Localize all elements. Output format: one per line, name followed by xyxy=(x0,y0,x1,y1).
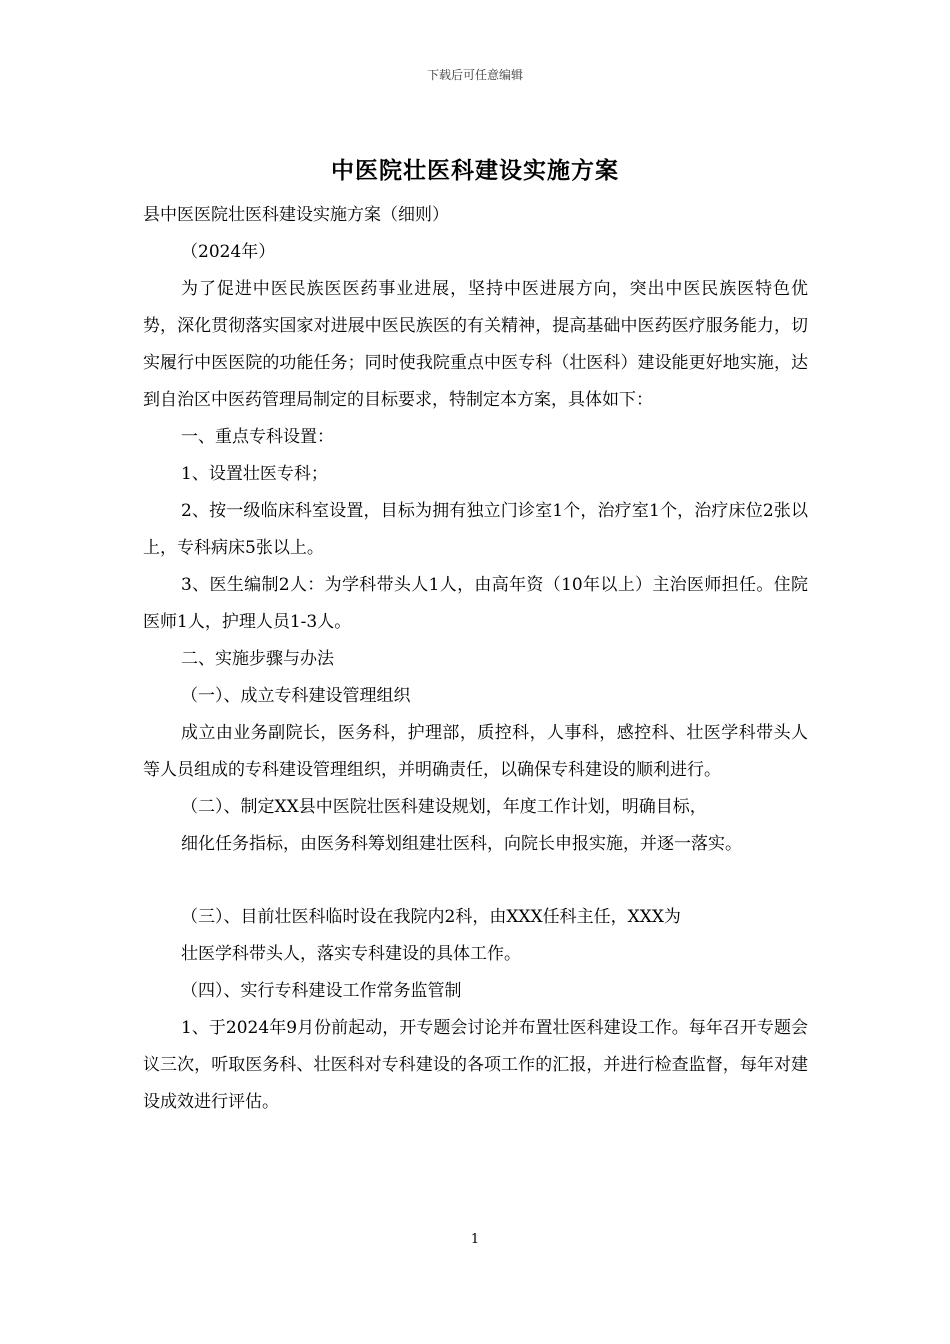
list-item: 2、按一级临床科室设置，目标为拥有独立门诊室1个，治疗室1个，治疗床位2张以上，专科病床5张以上。 xyxy=(143,501,808,558)
body-paragraph: 细化任务指标，由医务科筹划组建壮医科，向院长申报实施，并逐一落实。 xyxy=(181,834,742,854)
list-item: 1、设置壮医专科； xyxy=(181,464,328,484)
page-number: 1 xyxy=(470,1232,480,1247)
list-item: 3、医生编制2人：为学科带头人1人，由高年资（10年以上）主治医师担任。住院医师1人，护理人员1-3人。 xyxy=(143,575,808,632)
subsection-heading: （一）、成立专科建设管理组织 xyxy=(181,686,411,706)
year-line: （2024年） xyxy=(181,242,276,262)
body-paragraph: 1、于2024年9月份前起动，开专题会讨论并布置壮医科建设工作。每年召开专题会议三次，听取医务科、壮医科对专科建设的各项工作的汇报，并进行检查监督，每年对建设成效进行评估。 xyxy=(143,1018,808,1112)
subsection-heading: （三）、目前壮医科临时设在我院内2科，由XXX任科主任，XXX为 xyxy=(181,907,681,927)
paragraph-gap xyxy=(143,863,808,899)
body-paragraph: 成立由业务副院长，医务科，护理部，质控科，人事科，感控科、壮医学科带头人等人员组成的专科建设管理组织，并明确责任，以确保专科建设的顺利进行。 xyxy=(143,723,808,780)
document-body xyxy=(143,197,808,1121)
body-paragraph: 壮医学科带头人，落实专科建设的具体工作。 xyxy=(181,944,521,964)
section-heading-1: 一、重点专科设置： xyxy=(181,427,334,447)
subsection-heading: （四）、实行专科建设工作常务监管制 xyxy=(181,981,462,1001)
section-heading-2: 二、实施步骤与办法 xyxy=(181,649,334,669)
document-title: 中医院壮医科建设实施方案 xyxy=(331,157,619,184)
subtitle-line: 县中医医院壮医科建设实施方案（细则） xyxy=(143,205,449,225)
subsection-heading: （二）、制定XX县中医院壮医科建设规划，年度工作计划，明确目标， xyxy=(181,797,707,817)
intro-paragraph: 为了促进中医民族医医药事业进展，坚持中医进展方向，突出中医民族医特色优势，深化贯彻落实国家对进展中医民族医的有关精神，提高基础中医药医疗服务能力，切实履行中医医院的功能任务；同时使我院重点中医专科（壮医科）建设能更好地实施，达到自治区中医药管理局制定的目标要求，特制定本方案，具体如下： xyxy=(143,279,808,410)
page-header-note: 下载后可任意编辑 xyxy=(426,68,523,82)
